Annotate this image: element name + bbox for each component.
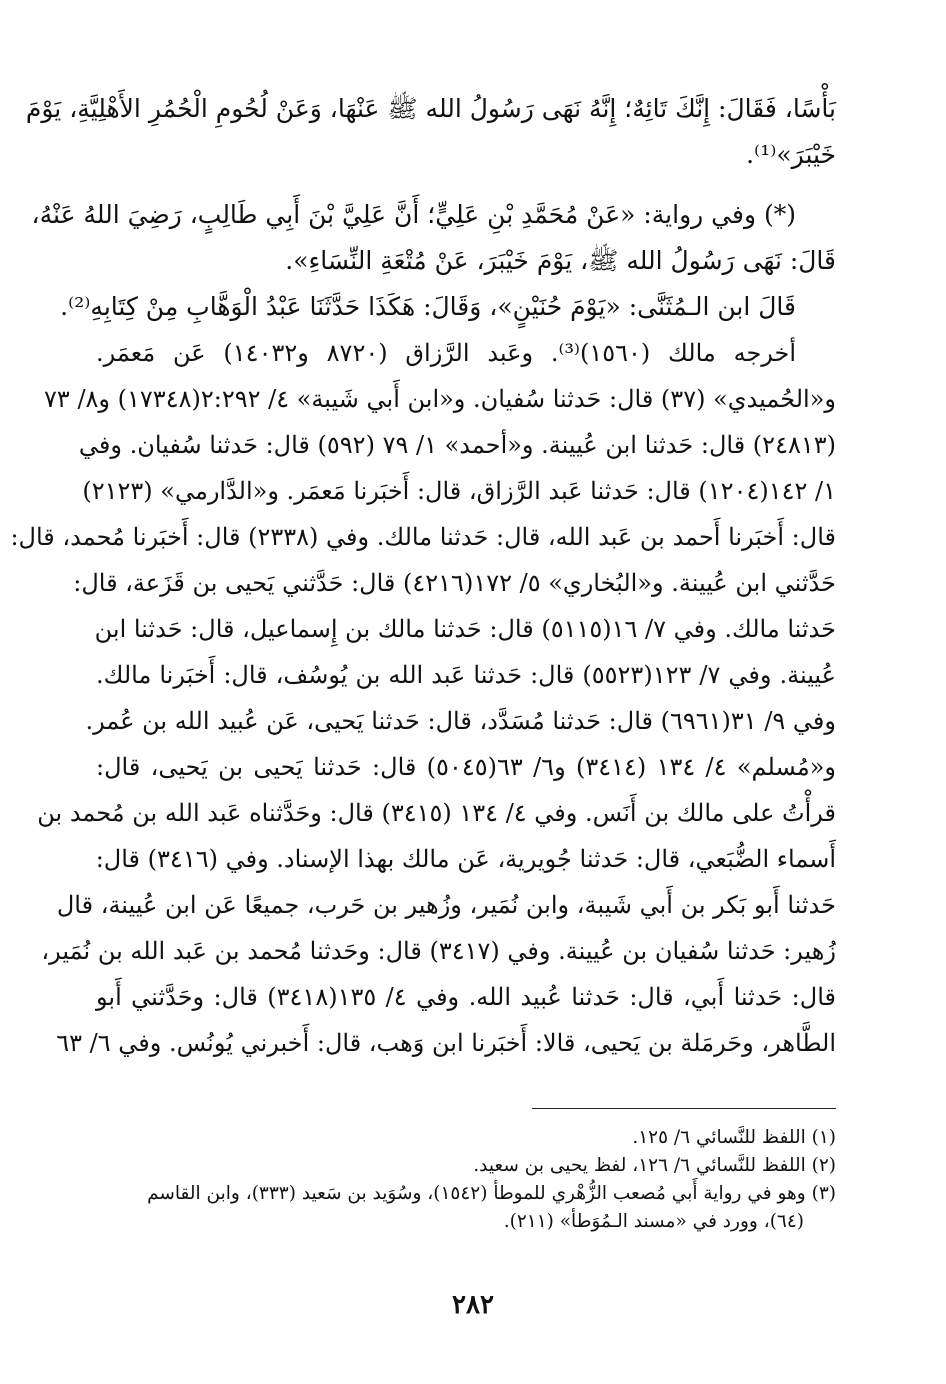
- text-line: قال: حَدثنا أَبي، قال: حَدثنا عُبيد الله. وفي ٤/ ١٣٥(٣٤١٨) قال: وحَدَّثني أَبو: [96, 983, 836, 1011]
- text-line: و«الحُميدي» (٣٧) قال: حَدثنا سُفيان. و«ابن أَبي شَيبة» ٤/ ٢:٢٩٢(١٧٣٤٨) و٨/ ٧٣: [44, 385, 836, 413]
- main-text: [10, 86, 836, 1066]
- text-line: قَالَ: نَهَى رَسُولُ الله ﷺ، يَوْمَ خَيْبَرَ، عَنْ مُتْعَةِ النِّسَاءِ».: [285, 246, 836, 275]
- text-line: حَدثنا أَبو بَكر بن أَبي شَيبة، وابن نُمَير، وزُهير بن حَرب، جميعًا عَن ابن عُيينة، قال: [56, 891, 836, 919]
- text-line: أَسماء الضُّبَعي، قال: حَدثنا جُويرية، عَن مالك بهذا الإسناد. وفي (٣٤١٦) قال:: [95, 845, 836, 873]
- text-line: ١/ ١٤٢(١٢٠٤) قال: حَدثنا عَبد الرَّزاق، قال: أَخبَرنا مَعمَر. و«الدَّارمي» (٢١٢٣): [82, 477, 836, 505]
- text-line: (٢٤٨١٣) قال: حَدثنا ابن عُيينة. و«أحمد» ١/ ٧٩ (٥٩٢) قال: حَدثنا سُفيان. وفي: [78, 431, 836, 459]
- text-line: حَدثنا مالك. وفي ٧/ ١٦(٥١١٥) قال: حَدثنا مالك بن إِسماعيل، قال: حَدثنا ابن: [94, 615, 836, 643]
- text-line: خَيْبَرَ»⁽¹⁾.: [746, 140, 836, 169]
- footnote: (٦٤)، وورد في «مسند الـمُوَطأ» (٢١١).: [503, 1211, 804, 1232]
- footnote-separator: [532, 1108, 836, 1109]
- text-line: الطَّاهر، وحَرمَلة بن يَحيى، قالا: أَخبَرنا ابن وَهب، قال: أَخبرني يُونُس. وفي ٦/ ٦٣: [56, 1029, 836, 1057]
- text-line: حَدَّثني ابن عُيينة. و«البُخاري» ٥/ ١٧٢(٤٢١٦) قال: حَدَّثني يَحيى بن قَزَعة، قال:: [73, 569, 836, 597]
- text-line: قَالَ ابن الـمُثَنَّى: «يَوْمَ حُنَيْنٍ»، وَقَالَ: هَكَذَا حَدَّثَنَا عَبْدُ الْوَهَّابِ مِنْ كِتَابِهِ⁽²⁾.: [60, 292, 796, 321]
- text-line: بَأْسًا، فَقَالَ: إِنَّكَ تَائِهٌ؛ إِنَّهُ نَهَى رَسُولُ الله ﷺ عَنْهَا، وَعَنْ لُحُومِ الْحُمُرِ الأَهْلِيَّةِ، يَوْمَ: [25, 94, 836, 123]
- footnote: (٢) اللفظ للنَّسائي ٦/ ١٢٦، لفظ يحيى بن سعيد.: [473, 1155, 836, 1176]
- text-line: (*) وفي رواية: «عَنْ مُحَمَّدِ بْنِ عَلِيٍّ؛ أَنَّ عَلِيَّ بْنَ أَبِي طَالِبٍ، رَضِيَ اللهُ عَنْهُ،: [31, 200, 796, 229]
- text-line: أخرجه مالك (١٥٦٠)⁽³⁾. وعَبد الرَّزاق (٨٧٢٠ و١٤٠٣٢) عَن مَعمَر.: [96, 339, 797, 367]
- text-line: زُهير: حَدثنا سُفيان بن عُيينة. وفي (٣٤١٧) قال: وحَدثنا مُحمد بن عَبد الله بن نُمَير،: [41, 937, 836, 965]
- page-number: ٢٨٢: [452, 1290, 494, 1320]
- footnotes: [96, 1124, 836, 1236]
- footnote: (١) اللفظ للنَّسائي ٦/ ١٢٥.: [632, 1127, 836, 1148]
- paragraph-gap: [96, 178, 836, 192]
- text-line: وفي ٩/ ٣١(٦٩٦١) قال: حَدثنا مُسَدَّد، قال: حَدثنا يَحيى، عَن عُبيد الله بن عُمر.: [85, 707, 836, 735]
- text-line: و«مُسلم» ٤/ ١٣٤ (٣٤١٤) و٦/ ٦٣(٥٠٤٥) قال: حَدثنا يَحيى بن يَحيى، قال:: [96, 753, 836, 781]
- footnote: (٣) وهو في رواية أَبي مُصعب الزُّهْري للموطأ (١٥٤٢)، وسُوَيد بن سَعيد (٣٣٣)، وابن القاسم: [147, 1183, 836, 1204]
- text-line: قرأْتُ على مالك بن أَنَس. وفي ٤/ ١٣٤ (٣٤١٥) قال: وحَدَّثناه عَبد الله بن مُحمد بن: [37, 799, 836, 827]
- text-line: قال: أَخبَرنا أَحمد بن عَبد الله، قال: حَدثنا مالك. وفي (٢٣٣٨) قال: أَخبَرنا مُحمد، قال:: [10, 523, 836, 551]
- text-line: عُيينة. وفي ٧/ ١٢٣(٥٥٢٣) قال: حَدثنا عَبد الله بن يُوسُف، قال: أَخبَرنا مالك.: [96, 661, 836, 689]
